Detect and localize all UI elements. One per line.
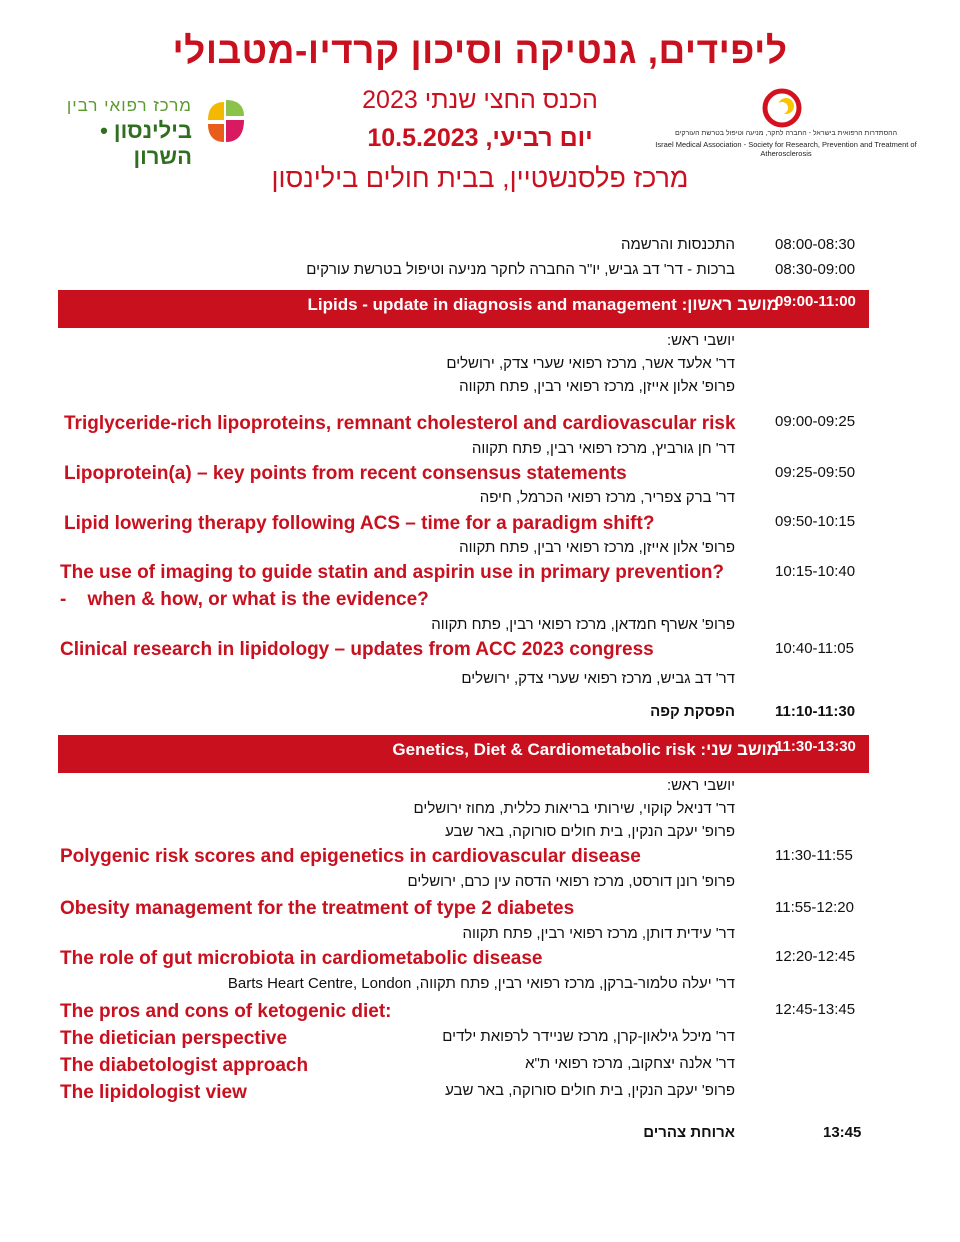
- s1-talk5-title: Clinical research in lipidology – updates from ACC 2023 congress: [60, 639, 654, 660]
- keto-part3-speaker: פרופ' יעקב הנקין, בית חולים סורוקה, באר שבע: [445, 1082, 735, 1099]
- s1-talk1-time: 09:00-09:25: [775, 413, 856, 430]
- keto-part2-speaker: דר' אלנה יצחקוב, מרכז רפואי ת"א: [525, 1055, 735, 1072]
- keto-part1-title: The dietician perspective: [60, 1028, 288, 1049]
- session1-heading: [308, 295, 780, 315]
- session2-chair-1: דר' דניאל קוקוי, שירותי בריאות כללית, מחוז ירושלים: [413, 800, 735, 817]
- page-title: ליפידים, גנטיקה וסיכון קרדיו-מטבולי: [172, 30, 788, 71]
- s1-talk4-speaker: פרופ' אשרף חמדאן, מרכז רפואי רבין, פתח תקווה: [431, 616, 735, 633]
- session2-title: Genetics, Diet & Cardiometabolic risk: [392, 740, 696, 759]
- society-caption-hebrew: ההסתדרות הרפואית בישראל - החברה לחקר, מניעה וטיפול בטרשת העורקים: [674, 130, 898, 137]
- session1-chair-2: פרופ' אלון אייזן, מרכז רפואי רבין, פתח תקווה: [459, 378, 735, 395]
- opening-text-2: ברכות - דר' דב גביש, יו"ר החברה לחקר מניעה וטיפול בטרשת עורקים: [306, 261, 735, 278]
- s1-talk2-title: Lipoprotein(a) – key points from recent consensus statements: [64, 463, 627, 484]
- logo-left-line1: מרכז רפואי רבין: [66, 96, 192, 115]
- lunch-text: ארוחת צהרים: [643, 1124, 735, 1141]
- s2-talk2-title: Obesity management for the treatment of type 2 diabetes: [60, 898, 575, 919]
- s1-talk4-time: 10:15-10:40: [775, 563, 856, 580]
- s1-talk2-speaker: דר' ברק צפריר, מרכז רפואי הכרמל, חיפה: [479, 489, 735, 506]
- s2-talk1-speaker: פרופ' רונן דורסט, מרכז רפואי הדסה עין כרם, ירושלים: [407, 873, 735, 890]
- keto-title: The pros and cons of ketogenic diet:: [60, 1001, 392, 1022]
- opening-text-1: התכנסות והרשמה: [620, 236, 735, 253]
- s1-talk5-time: 10:40-11:05: [775, 640, 854, 657]
- s2-talk2-speaker: דר' עידית דותן, מרכז רפואי רבין, פתח תקווה: [462, 925, 735, 942]
- society-emblem-icon: [762, 88, 802, 128]
- s2-talk3-time: 12:20-12:45: [775, 948, 856, 965]
- session2-header-bar: [58, 735, 869, 773]
- s1-talk4-title: The use of imaging to guide statin and aspirin use in primary prevention?: [60, 562, 725, 583]
- s1-talk3-speaker: פרופ' אלון אייזן, מרכז רפואי רבין, פתח תקווה: [459, 539, 735, 556]
- s2-talk1-time: 11:30-11:55: [775, 847, 853, 864]
- lunch-time: 13:45: [823, 1124, 862, 1141]
- session2-label: מושב שני:: [700, 740, 779, 759]
- s1-talk2-time: 09:25-09:50: [775, 464, 856, 481]
- session1-header-bar: [58, 290, 869, 328]
- opening-time-2: 08:30-09:00: [775, 261, 856, 278]
- leaf-icon: [204, 98, 246, 146]
- logo-left-line2: בילינסון • השרון: [100, 118, 192, 169]
- keto-part3-title: The lipidologist view: [60, 1082, 247, 1103]
- session1-title: Lipids - update in diagnosis and management: [307, 295, 677, 314]
- s1-talk3-time: 09:50-10:15: [775, 513, 856, 530]
- opening-time-1: 08:00-08:30: [775, 236, 856, 253]
- s1-talk1-title: Triglyceride-rich lipoproteins, remnant cholesterol and cardiovascular risk: [64, 413, 736, 434]
- s1-talk3-title: Lipid lowering therapy following ACS – time for a paradigm shift?: [64, 513, 655, 534]
- session2-heading: [392, 740, 779, 760]
- conference-date: יום רביעי, 10.5.2023: [367, 124, 593, 152]
- coffee-text: הפסקת קפה: [650, 703, 735, 720]
- session2-time: 11:30-13:30: [775, 738, 856, 755]
- session1-chair-1: דר' אלעד אשר, מרכז רפואי שערי צדק, ירושלים: [446, 355, 735, 372]
- keto-time: 12:45-13:45: [775, 1001, 856, 1018]
- s1-talk1-speaker: דר' חן גורביץ, מרכז רפואי רבין, פתח תקווה: [471, 440, 735, 457]
- session1-time: 09:00-11:00: [775, 293, 856, 310]
- session1-label: מושב ראשון:: [681, 295, 779, 314]
- session1-chairs-label: יושבי ראש:: [666, 332, 735, 349]
- rabin-medical-center-logo: [62, 96, 252, 169]
- conference-venue: מרכז פלסנשטיין, בבית חולים בילינסון: [271, 163, 689, 193]
- atherosclerosis-society-logo: [646, 84, 926, 158]
- s2-talk2-time: 11:55-12:20: [775, 899, 854, 916]
- coffee-time: 11:10-11:30: [775, 703, 856, 720]
- s1-talk4-title-line2: - when & how, or what is the evidence?: [60, 589, 429, 610]
- conference-subtitle: הכנס החצי שנתי 2023: [362, 86, 598, 114]
- s2-talk1-title: Polygenic risk scores and epigenetics in cardiovascular disease: [60, 846, 641, 867]
- session2-chair-2: פרופ' יעקב הנקין, בית חולים סורוקה, באר שבע: [445, 823, 735, 840]
- s2-talk3-title: The role of gut microbiota in cardiometabolic disease: [60, 948, 543, 969]
- s2-talk3-speaker: דר' יעלה טלמור-ברקן, מרכז רפואי רבין, פתח תקווה, Barts Heart Centre, London: [227, 975, 735, 992]
- s1-talk5-speaker: דר' דב גביש, מרכז רפואי שערי צדק, ירושלים: [461, 670, 735, 687]
- keto-part2-title: The diabetologist approach: [60, 1055, 309, 1076]
- society-caption-english: Israel Medical Association - Society for Research, Prevention and Treatment of Atherosclerosis: [655, 140, 917, 158]
- keto-part1-speaker: דר' מיכל גילאון-קרן, מרכז שניידר לרפואת ילדים: [442, 1028, 735, 1045]
- session2-chairs-label: יושבי ראש:: [666, 777, 735, 794]
